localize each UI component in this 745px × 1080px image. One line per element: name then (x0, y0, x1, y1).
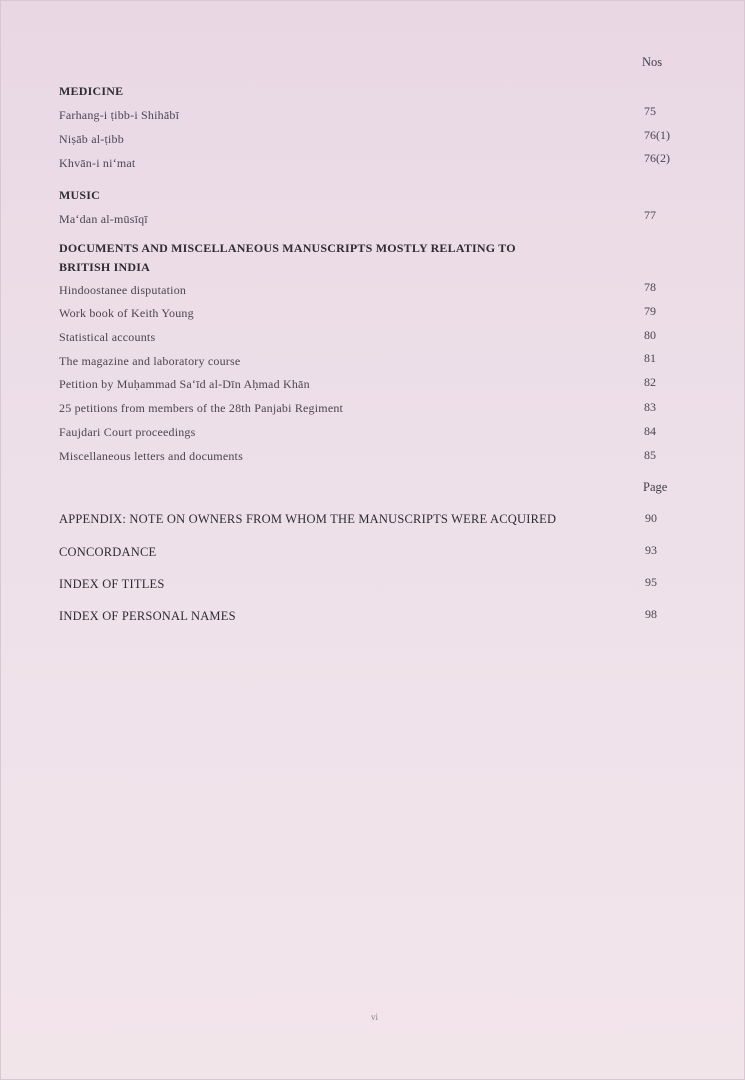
toc-item-title: Statistical accounts (59, 330, 156, 344)
toc-item-title: The magazine and laboratory course (59, 354, 241, 368)
index-of-names-page-number: 98 (645, 607, 657, 621)
section-heading-documents: DOCUMENTS AND MISCELLANEOUS MANUSCRIPTS MOSTLY RELATING TO (59, 241, 516, 255)
toc-item-number: 75 (644, 104, 656, 118)
toc-item-number: 82 (644, 375, 656, 389)
toc-item-title: Miscellaneous letters and documents (59, 449, 243, 463)
toc-item-number: 76(1) (644, 128, 670, 142)
section-heading-documents-continued: BRITISH INDIA (59, 260, 150, 274)
toc-item-number: 85 (644, 448, 656, 462)
concordance-page-number: 93 (645, 543, 657, 557)
toc-item-title: Work book of Keith Young (59, 306, 194, 320)
column-header-nos: Nos (642, 55, 663, 69)
toc-item-number: 80 (644, 328, 656, 342)
index-of-titles-title: INDEX OF TITLES (59, 577, 165, 591)
toc-item-number: 81 (644, 351, 656, 365)
toc-item-title: Niṣāb al-ṭibb (59, 132, 124, 146)
column-header-page: Page (643, 480, 668, 494)
toc-item-number: 79 (644, 304, 656, 318)
toc-item-number: 83 (644, 400, 656, 414)
concordance-title: CONCORDANCE (59, 545, 157, 559)
toc-item-number: 77 (644, 208, 656, 222)
appendix-page-number: 90 (645, 511, 657, 525)
toc-item-title: Petition by Muḥammad Sa‘īd al-Dīn Aḥmad Khān (59, 377, 310, 391)
toc-item-number: 78 (644, 280, 656, 294)
section-heading-medicine: MEDICINE (59, 84, 124, 98)
toc-item-number: 76(2) (644, 151, 670, 165)
toc-item-title: Ma‘dan al-mūsīqī (59, 212, 148, 226)
toc-item-title: Faujdari Court proceedings (59, 425, 196, 439)
page-folio: vi (371, 1012, 379, 1022)
section-heading-music: MUSIC (59, 188, 101, 202)
index-of-names-title: INDEX OF PERSONAL NAMES (59, 609, 236, 623)
toc-item-title: 25 petitions from members of the 28th Panjabi Regiment (59, 401, 344, 415)
toc-item-number: 84 (644, 424, 656, 438)
toc-item-title: Hindoostanee disputation (59, 283, 187, 297)
appendix-title: APPENDIX: NOTE ON OWNERS FROM WHOM THE MANUSCRIPTS WERE ACQUIRED (59, 512, 557, 526)
toc-item-title: Khvān-i ni‘mat (59, 156, 136, 170)
index-of-titles-page-number: 95 (645, 575, 657, 589)
toc-item-title: Farhang-i ṭibb-i Shihābī (59, 108, 180, 122)
